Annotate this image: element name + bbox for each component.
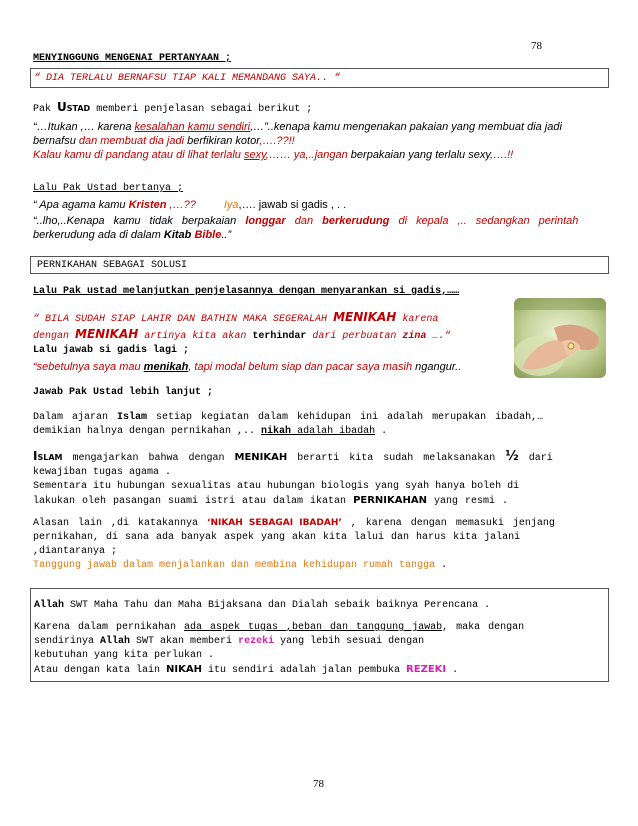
islam-word: Islam — [117, 412, 148, 423]
reason-text: , karena dengan memasuki jenjang — [341, 518, 555, 529]
paragraph-1-line-3 — [33, 148, 609, 162]
conclusion-line-3 — [34, 635, 606, 649]
conclusion-rezeki: REZEKI — [406, 664, 447, 675]
dialog-iya: Iya — [223, 199, 239, 211]
conclusion-text — [34, 599, 606, 678]
paragraph-reason-line-1 — [33, 516, 609, 531]
advice-line-1 — [33, 310, 511, 327]
dialog-text: ,…. jawab si gadis , . . — [238, 199, 347, 211]
conclusion-allah: Allah — [34, 600, 65, 611]
islam-text: Dalam ajaran — [33, 412, 118, 423]
page-number-top: 78 — [531, 40, 542, 52]
islam-ibadah: adalah ibadah — [291, 426, 376, 437]
conclusion-line-5 — [34, 663, 606, 678]
girl-answer-text: ngangur.. — [415, 361, 462, 373]
couple-hands-photo — [514, 298, 606, 378]
advice-text: karena — [396, 314, 439, 325]
reason-tanggung-jawab: Tanggung jawab dalam menjalankan dan membina kehidupan rumah tangga — [33, 560, 436, 571]
conclusion-line-1 — [34, 599, 606, 613]
p1-emphasis: kesalahan kamu sendiri — [134, 121, 251, 133]
advice-text: “ BILA SUDAH SIAP LAHIR DAN BATHIN MAKA SEGERALAH — [33, 314, 334, 325]
p1-text: Kalau kamu di pandang atau di lihat terlalu — [33, 149, 244, 161]
section-heading: MENYINGGUNG MENGENAI PERTANYAAN ; — [33, 53, 232, 64]
p1-text: ,….??!! — [259, 135, 295, 147]
half-menikah: MENIKAH — [234, 452, 288, 463]
dialog-longgar: longgar — [245, 215, 286, 227]
paragraph-reason-line-2: pernikahan, di sana ada banyak aspek yang akan kita lalui dan harus kita jalani — [33, 532, 521, 543]
p1-text: ,….!! — [490, 149, 514, 161]
girl-answer-heading: Lalu jawab si gadis lagi ; — [33, 345, 190, 356]
section-box-2 — [30, 256, 609, 274]
conclusion-nikah: NIKAH — [166, 664, 202, 675]
advice-menikah: MENIKAH — [333, 310, 397, 324]
girl-answer-text: “sebetulnya saya mau — [33, 361, 144, 373]
photo-illustration — [514, 298, 606, 378]
advice-text: ….“ — [426, 331, 451, 342]
p1-text: “…Itukan ,… karena — [33, 121, 135, 133]
quote-box-1 — [30, 68, 609, 88]
dialog-berkerudung: berkerudung — [322, 215, 390, 227]
p1-text: ,…”..kenapa kamu mengenakan pakaian yang membuat dia jadi — [250, 121, 562, 133]
paragraph-islam-line-2 — [33, 425, 609, 439]
paragraph-islam-line-1 — [33, 411, 609, 425]
reason-nikah-ibadah: ‘NIKAH SEBAGAI IBADAH’ — [207, 518, 342, 528]
reason-text: Alasan lain ,di katakannya — [33, 518, 208, 529]
dialog-heading: Lalu Pak Ustad bertanya ; — [33, 183, 184, 194]
conclusion-allah: Allah — [100, 636, 131, 647]
paragraph-1-line-1 — [33, 120, 609, 134]
dialog-kitab: Kitab — [163, 229, 195, 241]
half-text: berarti kita sudah melaksanakan — [287, 453, 506, 464]
continue-heading: Lalu Pak ustad melanjutkan penjelasannya dengan menyarankan si gadis,…… — [33, 286, 460, 297]
half-islam: Islam — [33, 449, 63, 463]
dialog-reply-line-2 — [33, 228, 609, 242]
islam-text: demikian halnya dengan pernikahan ,.. — [33, 426, 262, 437]
advice-text: artinya kita akan — [138, 331, 253, 342]
section-box-2-title: PERNIKAHAN SEBAGAI SOLUSI — [37, 260, 188, 271]
conclusion-text: Karena dalam pernikahan — [34, 622, 185, 633]
conclusion-aspek: ada aspek tugas ,beban dan tanggung jawab — [184, 622, 443, 633]
dialog-reply — [33, 214, 609, 242]
advice-terhindar: terhindar — [252, 331, 307, 342]
half-text: mengajarkan bahwa dengan — [62, 453, 235, 464]
islam-text: . — [375, 426, 388, 437]
dialog-reply-line-1 — [33, 214, 609, 228]
dialog-text: berkerudung ada di dalam — [33, 229, 164, 241]
half-pernikahan: PERNIKAHAN — [353, 495, 427, 506]
intro-line — [33, 100, 312, 117]
p1-text: dan membuat dia jadi — [75, 135, 188, 147]
paragraph-islam — [33, 411, 609, 439]
intro-ustad: Ustad — [57, 100, 91, 114]
conclusion-text: , maka dengan — [442, 622, 525, 633]
p1-text: berfikiran kotor — [187, 135, 260, 147]
conclusion-text: SWT Maha Tahu dan Maha Bijaksana dan Dialah sebaik baiknya Perencana . — [64, 600, 491, 611]
paragraph-reason-line-3: ,diantaranya ; — [33, 546, 118, 557]
half-text: dari — [518, 453, 553, 464]
dialog-text: “..lho,..Kenapa kamu tidak berpakaian — [33, 215, 246, 227]
intro-post: memberi penjelasan sebagai berikut ; — [90, 104, 313, 115]
paragraph-reason — [33, 516, 609, 573]
conclusion-text: SWT akan memberi — [130, 636, 239, 647]
girl-answer-menikah: menikah — [143, 361, 189, 373]
reason-text: . — [435, 560, 448, 571]
advice-text: dari perbuatan — [306, 331, 403, 342]
half-text: lakukan oleh pasangan suami istri atau dalam ikatan — [33, 496, 354, 507]
paragraph-half — [33, 449, 609, 509]
p1-text: berpakaian yang terlalu sexy — [350, 149, 491, 161]
paragraph-1 — [33, 120, 609, 162]
islam-text: setiap kegiatan dalam kehidupan ini adalah merupakan ibadah,… — [147, 412, 544, 423]
conclusion-text: Atau dengan kata lain — [34, 665, 167, 676]
conclusion-text: itu sendiri adalah jalan pembuka — [201, 665, 407, 676]
paragraph-half-line-2: kewajiban tugas agama . — [33, 467, 172, 478]
islam-nikah: nikah — [261, 426, 292, 437]
conclusion-line-2 — [34, 621, 606, 635]
conclusion-rezeki: rezeki — [238, 636, 275, 647]
ustad-reply-heading: Jawab Pak Ustad lebih lanjut ; — [33, 387, 214, 398]
p1-text: ,…… ya,..jangan — [265, 149, 351, 161]
conclusion-text: . — [446, 665, 459, 676]
dialog-kristen: Kristen — [128, 199, 167, 211]
dialog-bible: Bible — [194, 229, 222, 241]
dialog-text: dan — [285, 215, 323, 227]
quote-box-1-text: “ DIA TERLALU BERNAFSU TIAP KALI MEMANDANG SAYA.. “ — [34, 73, 341, 84]
page-number-bottom: 78 — [313, 778, 324, 790]
dialog-text: “ Apa agama kamu — [33, 199, 129, 211]
dialog-question — [33, 198, 346, 212]
girl-answer-line — [33, 360, 461, 374]
paragraph-half-line-3: Sementara itu hubungan sexualitas atau hubungan biologis yang syah hanya boleh di — [33, 481, 520, 492]
paragraph-half-line-1 — [33, 449, 609, 466]
p1-emphasis: sexy — [243, 149, 266, 161]
conclusion-text: sendirinya — [34, 636, 101, 647]
half-text: yang resmi . — [426, 496, 508, 507]
paragraph-half-line-4 — [33, 494, 609, 509]
conclusion-box — [30, 588, 609, 682]
advice-zina: zina — [402, 331, 427, 342]
girl-answer-text: , tapi modal belum siap dan pacar saya masih — [188, 361, 416, 373]
conclusion-line-4: kebutuhan yang kita perlukan . — [34, 650, 215, 661]
paragraph-reason-line-4 — [33, 559, 609, 573]
conclusion-text: yang lebih sesuai dengan — [274, 636, 425, 647]
paragraph-1-line-2 — [33, 134, 609, 148]
half-fraction: ½ — [505, 449, 519, 464]
intro-pre: Pak — [33, 104, 58, 115]
dialog-text: ,…?? — [166, 199, 196, 211]
advice-block — [33, 310, 511, 344]
dialog-text: ..” — [221, 229, 232, 241]
dialog-text: di kepala ,.. sedangkan perintah — [389, 215, 579, 227]
advice-line-2 — [33, 327, 511, 344]
p1-text: bernafsu — [33, 135, 76, 147]
advice-menikah: MENIKAH — [75, 327, 139, 341]
advice-text: dengan — [33, 331, 76, 342]
